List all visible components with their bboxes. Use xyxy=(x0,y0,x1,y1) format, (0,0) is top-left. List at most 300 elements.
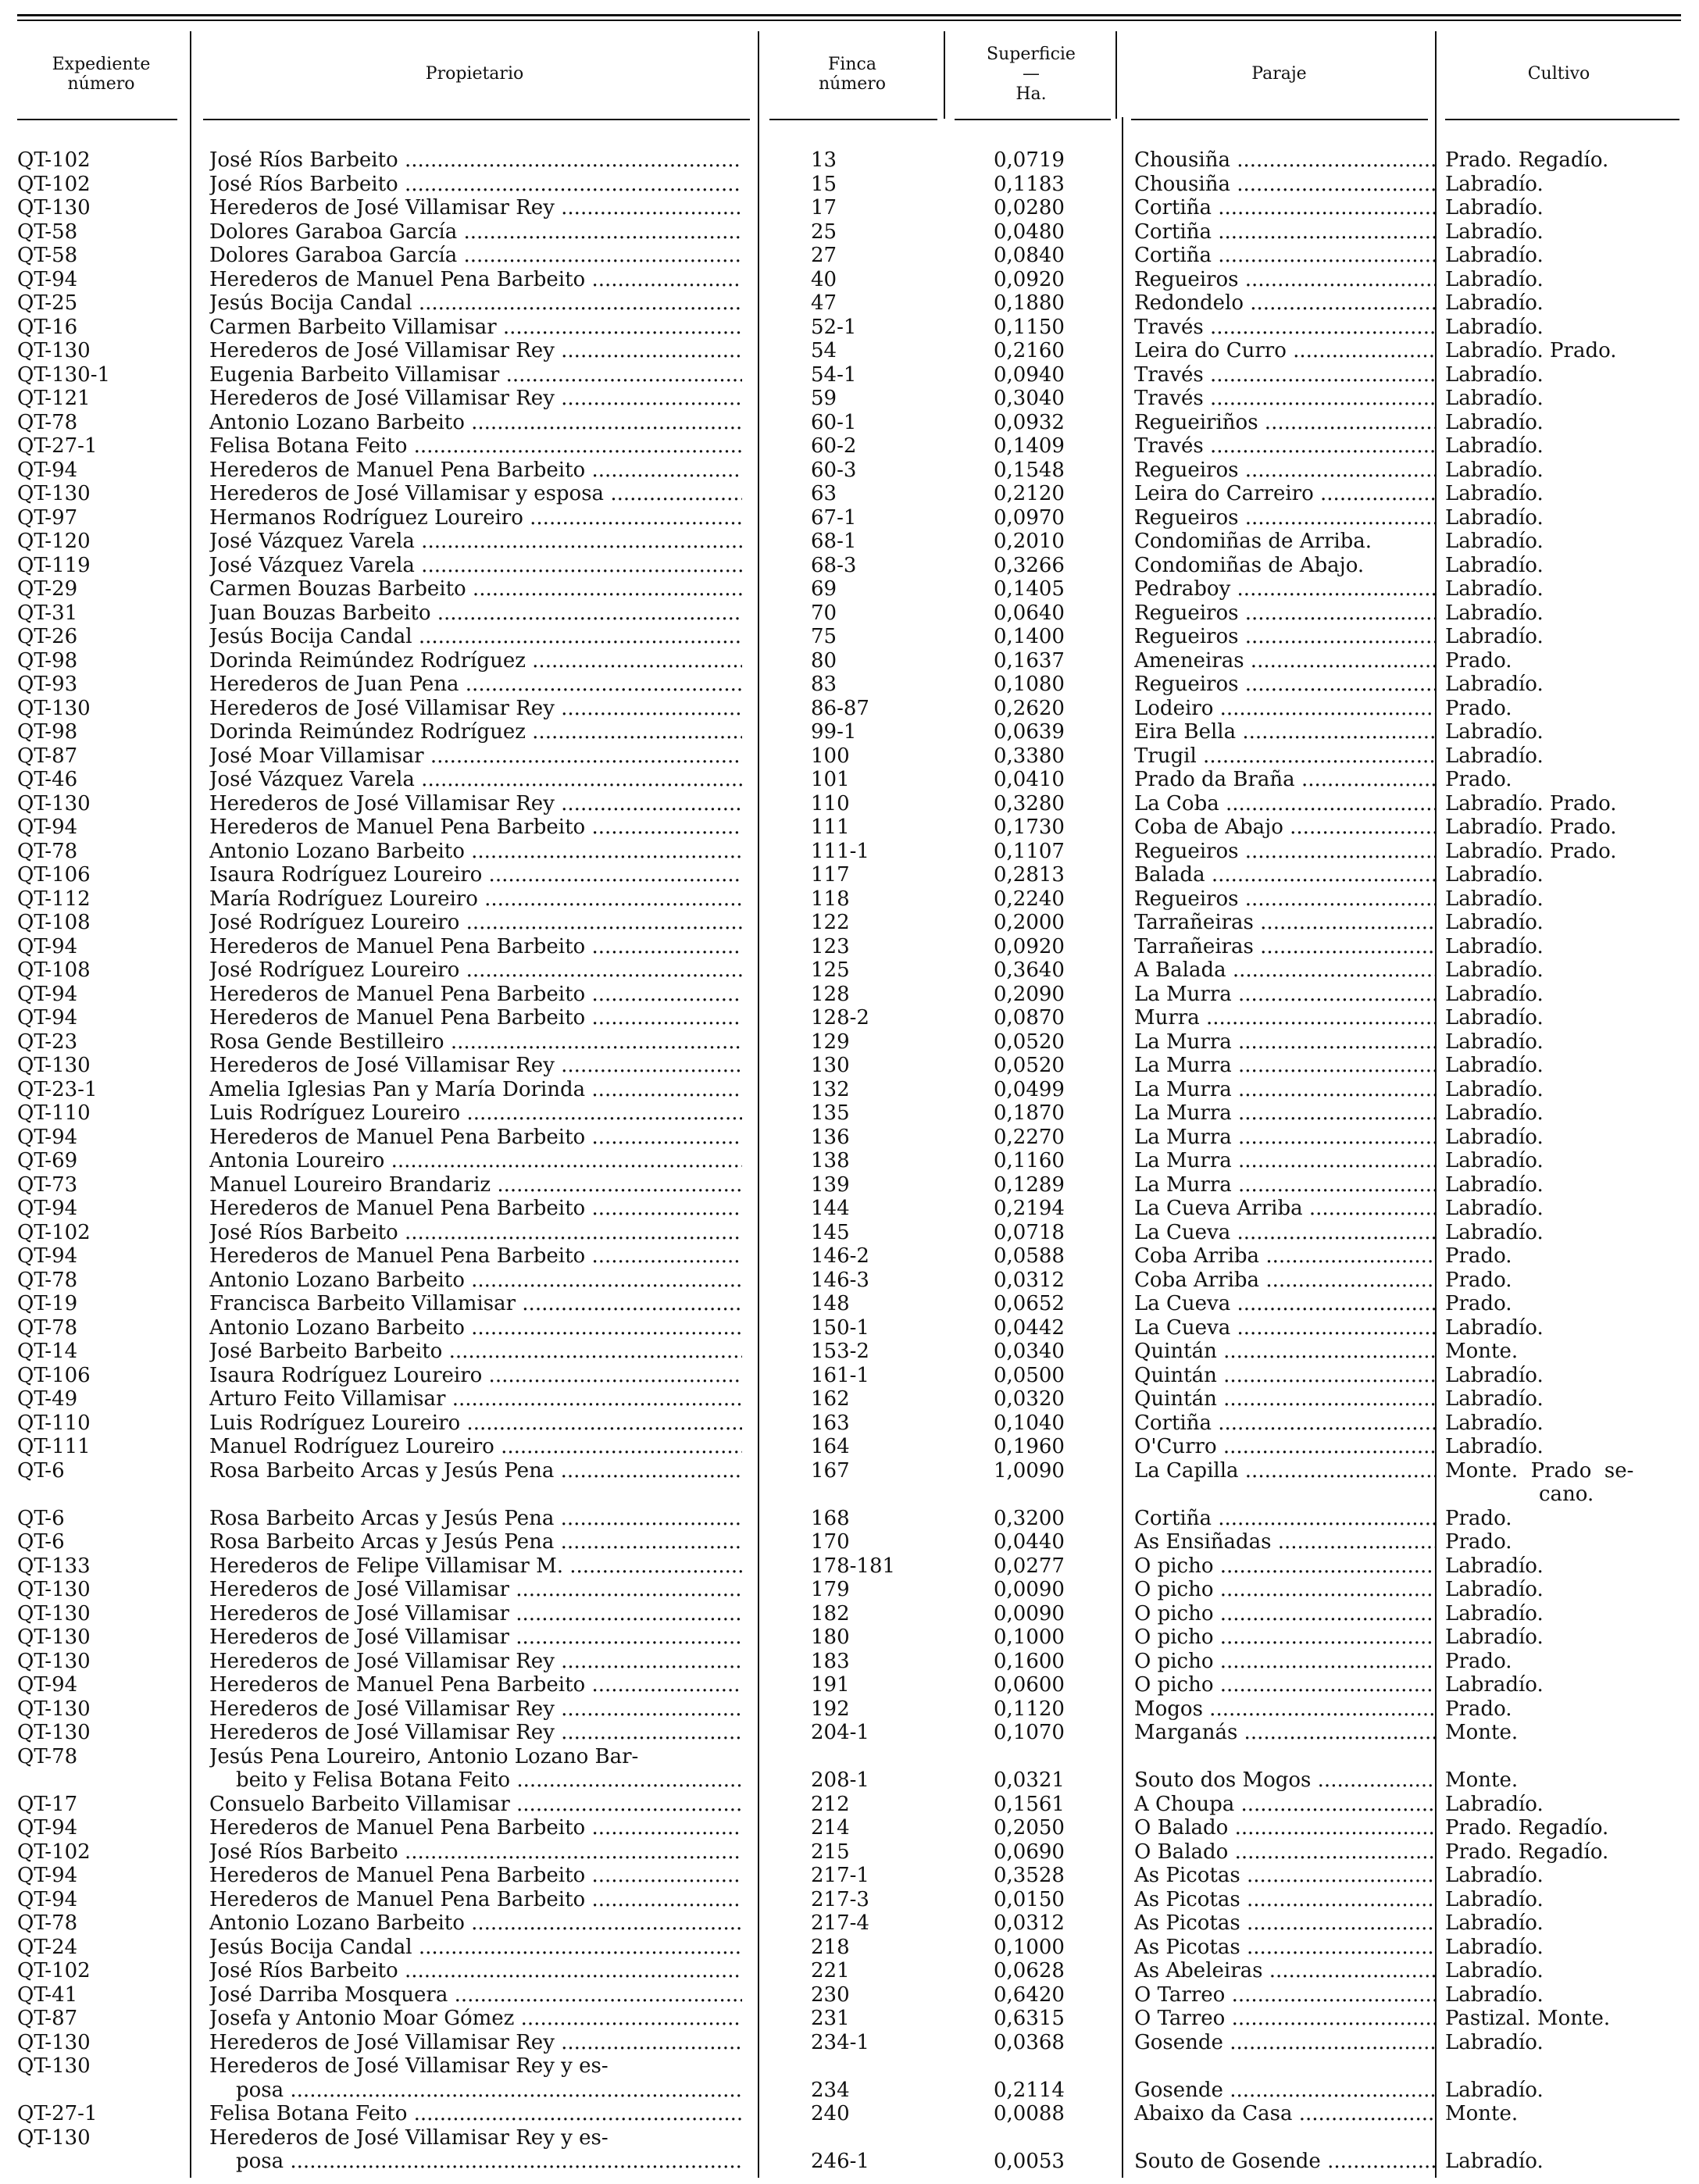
table-row xyxy=(0,530,1699,554)
cultivo-cell xyxy=(1445,625,1679,649)
cultivo-line: Prado. xyxy=(1445,648,1512,673)
expediente-cell: QT-102 xyxy=(17,172,91,196)
propietario-cell xyxy=(209,1697,742,1722)
finca-cell: 111 xyxy=(811,815,850,839)
propietario-line: Herederos de Manuel Pena Barbeito ..... xyxy=(209,1197,742,1221)
cultivo-line: Labradío. xyxy=(1445,1554,1544,1578)
cultivo-line: Monte. xyxy=(1445,1721,1519,1744)
finca-cell: 99-1 xyxy=(811,720,857,744)
finca-cell: 192 xyxy=(811,1697,850,1721)
cultivo-line: Prado. Regadío. xyxy=(1445,148,1609,172)
superficie-cell: 0,3200 xyxy=(994,1506,1065,1530)
finca-cell: 170 xyxy=(811,1530,850,1554)
cultivo-cell xyxy=(1445,291,1679,316)
table-row xyxy=(0,815,1699,840)
superficie-cell: 0,3640 xyxy=(994,958,1065,982)
finca-cell: 231 xyxy=(811,2007,850,2030)
cultivo-line: Labradío. xyxy=(1445,219,1544,244)
propietario-cell xyxy=(209,363,742,387)
propietario-line: José Darriba Mosquera ..... xyxy=(209,1983,742,2007)
paraje-cell: La Cueva ..... xyxy=(1134,1316,1435,1340)
cultivo-cell xyxy=(1445,1435,1679,1459)
paraje-cell: Murra ..... xyxy=(1134,1006,1435,1030)
paraje-cell: Regueiros ..... xyxy=(1134,673,1435,697)
paraje-cell: Redondelo ..... xyxy=(1134,291,1435,316)
expediente-cell: QT-6 xyxy=(17,1530,65,1554)
superficie-cell: 0,2090 xyxy=(994,982,1065,1006)
cultivo-line: Labradío. xyxy=(1445,1435,1544,1458)
propietario-line: Herederos de José Villamisar Rey ..... xyxy=(209,1697,742,1722)
finca-cell: 69 xyxy=(811,577,837,601)
finca-cell: 182 xyxy=(811,1601,850,1626)
cultivo-cell xyxy=(1445,1411,1679,1436)
finca-cell: 217-4 xyxy=(811,1911,869,1935)
propietario-cell xyxy=(209,649,742,673)
propietario-cell xyxy=(209,1507,742,1531)
paraje-cell: Abaixo da Casa ..... xyxy=(1134,2102,1435,2126)
propietario-line: Hermanos Rodríguez Loureiro ..... xyxy=(209,506,742,530)
cultivo-line: Labradío. xyxy=(1445,387,1544,410)
expediente-cell: QT-121 xyxy=(17,387,91,410)
table-row xyxy=(0,601,1699,626)
finca-cell: 183 xyxy=(811,1649,850,1673)
propietario-line: Herederos de José Villamisar Rey y es- xyxy=(209,2054,609,2078)
superficie-cell: 0,1160 xyxy=(994,1149,1065,1172)
table-row xyxy=(0,1602,1699,1626)
propietario-cell xyxy=(209,887,742,912)
propietario-cell xyxy=(209,1602,742,1626)
table-row xyxy=(0,506,1699,530)
paraje-cell: La Murra ..... xyxy=(1134,1078,1435,1102)
propietario-cell xyxy=(209,840,742,864)
propietario-line: José Vázquez Varela ..... xyxy=(209,554,742,578)
cultivo-cell xyxy=(1445,720,1679,744)
paraje-cell: Quintán ..... xyxy=(1134,1364,1435,1388)
paraje-cell: O picho ..... xyxy=(1134,1673,1435,1697)
cultivo-line: Prado. xyxy=(1445,1292,1512,1315)
cultivo-line: Labradío. Prado. xyxy=(1445,839,1617,863)
propietario-cell xyxy=(209,1936,742,1960)
superficie-cell: 0,0410 xyxy=(994,768,1065,791)
superficie-cell: 0,0480 xyxy=(994,219,1065,244)
expediente-cell: QT-23 xyxy=(17,1030,78,1054)
propietario-cell xyxy=(209,863,742,887)
cultivo-line: Labradío. xyxy=(1445,2030,1544,2054)
expediente-cell: QT-130 xyxy=(17,1626,91,1649)
finca-cell: 129 xyxy=(811,1030,850,1054)
propietario-cell xyxy=(209,1197,742,1221)
finca-cell: 167 xyxy=(811,1458,850,1483)
finca-cell: 40 xyxy=(811,267,837,291)
cultivo-cell xyxy=(1445,1864,1679,1888)
superficie-cell: 1,0090 xyxy=(994,1458,1065,1483)
paraje-cell: Gosende ..... xyxy=(1134,2031,1435,2055)
cultivo-cell xyxy=(1445,1721,1679,1745)
cultivo-cell xyxy=(1445,815,1679,840)
paraje-cell: Través ..... xyxy=(1134,434,1435,459)
expediente-cell: QT-97 xyxy=(17,505,78,530)
finca-cell: 208-1 xyxy=(811,1768,869,1792)
finca-cell: 164 xyxy=(811,1435,850,1458)
finca-cell: 234 xyxy=(811,2078,850,2102)
table-row xyxy=(0,935,1699,959)
finca-cell: 47 xyxy=(811,291,837,315)
paraje-cell: La Murra ..... xyxy=(1134,1173,1435,1197)
finca-cell: 117 xyxy=(811,863,850,887)
cultivo-line: Prado. xyxy=(1445,1530,1512,1554)
propietario-cell xyxy=(209,1721,742,1745)
propietario-cell xyxy=(209,1650,742,1674)
cultivo-cell xyxy=(1445,935,1679,959)
cultivo-line: Labradío. xyxy=(1445,1959,1544,1982)
propietario-line: Herederos de Felipe Villamisar M. ..... xyxy=(209,1554,742,1579)
propietario-cell xyxy=(209,268,742,292)
paraje-cell: Través ..... xyxy=(1134,363,1435,387)
cultivo-line: Labradío. xyxy=(1445,863,1544,887)
cultivo-line: Prado. xyxy=(1445,1244,1512,1268)
propietario-line: Felisa Botana Feito ..... xyxy=(209,2102,742,2126)
finca-cell: 125 xyxy=(811,958,850,982)
cultivo-cell xyxy=(1445,1507,1679,1531)
cultivo-line: Prado. xyxy=(1445,1268,1512,1292)
finca-cell: 70 xyxy=(811,601,837,625)
table-row xyxy=(0,577,1699,601)
finca-cell: 163 xyxy=(811,1411,850,1435)
cultivo-line: Labradío. xyxy=(1445,1030,1544,1054)
table-row xyxy=(0,1364,1699,1388)
propietario-cell xyxy=(209,220,742,244)
cultivo-line: Labradío. xyxy=(1445,887,1544,911)
superficie-cell: 0,1040 xyxy=(994,1411,1065,1435)
propietario-line: Consuelo Barbeito Villamisar ..... xyxy=(209,1793,742,1817)
table-row xyxy=(0,1411,1699,1436)
expediente-cell: QT-94 xyxy=(17,1125,78,1149)
paraje-cell: Cortiña ..... xyxy=(1134,196,1435,220)
finca-cell: 139 xyxy=(811,1172,850,1197)
superficie-cell: 0,1000 xyxy=(994,1626,1065,1649)
expediente-cell: QT-6 xyxy=(17,1506,65,1530)
table-row xyxy=(0,1269,1699,1293)
cultivo-cell xyxy=(1445,1197,1679,1221)
propietario-line: Herederos de José Villamisar Rey ..... xyxy=(209,697,742,721)
cultivo-line: Labradío. xyxy=(1445,2150,1544,2173)
table-row xyxy=(0,1316,1699,1340)
cultivo-cell xyxy=(1445,1602,1679,1626)
cultivo-line: Labradío. xyxy=(1445,720,1544,744)
propietario-cell xyxy=(209,1269,742,1293)
paraje-cell: O Tarreo ..... xyxy=(1134,1983,1435,2007)
cultivo-cell xyxy=(1445,1530,1679,1554)
propietario-cell xyxy=(209,482,742,506)
paraje-cell: Regueiros ..... xyxy=(1134,268,1435,292)
table-row xyxy=(0,1911,1699,1936)
expediente-cell: QT-110 xyxy=(17,1411,91,1435)
expediente-cell: QT-94 xyxy=(17,934,78,958)
header-cultivo: Cultivo xyxy=(1527,64,1590,84)
propietario-line: Herederos de Manuel Pena Barbeito ..... xyxy=(209,1888,742,1912)
table-row xyxy=(0,1578,1699,1602)
cultivo-line: Labradío. xyxy=(1445,553,1544,577)
propietario-line: Rosa Barbeito Arcas y Jesús Pena ..... xyxy=(209,1530,742,1554)
expediente-cell: QT-102 xyxy=(17,1220,91,1244)
propietario-cell xyxy=(209,1959,742,1983)
cultivo-cell xyxy=(1445,768,1679,792)
cultivo-line: Labradío. xyxy=(1445,267,1544,291)
superficie-cell: 0,3266 xyxy=(994,553,1065,577)
superficie-cell: 0,0368 xyxy=(994,2030,1065,2054)
superficie-cell: 0,2240 xyxy=(994,887,1065,911)
table-row xyxy=(0,1507,1699,1531)
expediente-cell: QT-46 xyxy=(17,768,78,791)
cultivo-cell xyxy=(1445,1888,1679,1912)
cultivo-line: Prado. xyxy=(1445,1697,1512,1721)
expediente-cell: QT-25 xyxy=(17,291,78,315)
cultivo-line: Labradío. xyxy=(1445,1601,1544,1626)
propietario-line: Herederos de Manuel Pena Barbeito ..... xyxy=(209,1816,742,1840)
cultivo-line: Prado. Regadío. xyxy=(1445,1840,1609,1864)
expediente-cell: QT-19 xyxy=(17,1292,78,1315)
propietario-line: José Vázquez Varela ..... xyxy=(209,530,742,554)
paraje-cell: O picho ..... xyxy=(1134,1554,1435,1579)
cultivo-cell xyxy=(1445,744,1679,769)
finca-cell: 161-1 xyxy=(811,1363,869,1387)
propietario-line: Herederos de Manuel Pena Barbeito ..... xyxy=(209,815,742,840)
superficie-cell: 0,1548 xyxy=(994,458,1065,482)
table-row xyxy=(0,1626,1699,1650)
finca-cell: 75 xyxy=(811,625,837,648)
cultivo-line: Labradío. xyxy=(1445,1220,1544,1244)
cultivo-cell xyxy=(1445,1221,1679,1245)
cultivo-line: Labradío. xyxy=(1445,1626,1544,1649)
propietario-cell xyxy=(209,720,742,744)
propietario-line: Dorinda Reimúndez Rodríguez ..... xyxy=(209,649,742,673)
superficie-cell: 0,1880 xyxy=(994,291,1065,315)
propietario-line: María Rodríguez Loureiro ..... xyxy=(209,887,742,912)
paraje-cell: Tarrañeiras ..... xyxy=(1134,935,1435,959)
propietario-line: Rosa Barbeito Arcas y Jesús Pena ..... xyxy=(209,1459,742,1483)
propietario-line: Antonio Lozano Barbeito ..... xyxy=(209,1316,742,1340)
expediente-cell: QT-14 xyxy=(17,1340,78,1363)
propietario-line: Jesús Pena Loureiro, Antonio Lozano Bar- xyxy=(209,1744,639,1768)
table-row xyxy=(0,1054,1699,1078)
expediente-cell: QT-94 xyxy=(17,1673,78,1697)
expediente-cell: QT-102 xyxy=(17,1840,91,1864)
superficie-cell: 0,1637 xyxy=(994,648,1065,673)
table-row xyxy=(0,792,1699,816)
paraje-cell: Cortiña ..... xyxy=(1134,220,1435,244)
propietario-cell xyxy=(209,744,742,769)
propietario-cell xyxy=(209,1149,742,1173)
expediente-cell: QT-78 xyxy=(17,1315,78,1340)
cultivo-cell xyxy=(1445,911,1679,935)
header-superficie: Superficie — Ha. xyxy=(987,45,1076,104)
cultivo-cell xyxy=(1445,1816,1679,1840)
paraje-cell: Tarrañeiras ..... xyxy=(1134,911,1435,935)
table-row xyxy=(0,554,1699,578)
finca-cell: 60-3 xyxy=(811,458,857,482)
cultivo-line: Labradío. xyxy=(1445,1125,1544,1149)
table-row xyxy=(0,1745,1699,1793)
table-row xyxy=(0,411,1699,435)
table-row xyxy=(0,363,1699,387)
table-row xyxy=(0,1078,1699,1102)
paraje-cell: La Cueva Arriba ..... xyxy=(1134,1197,1435,1221)
table-row xyxy=(0,482,1699,506)
superficie-cell: 0,2194 xyxy=(994,1197,1065,1220)
propietario-line: Herederos de José Villamisar Rey ..... xyxy=(209,387,742,411)
finca-cell: 100 xyxy=(811,744,850,768)
cultivo-line: Labradío. xyxy=(1445,1101,1544,1125)
finca-cell: 118 xyxy=(811,887,850,911)
superficie-cell: 0,0320 xyxy=(994,1387,1065,1411)
cultivo-line: Labradío. Prado. xyxy=(1445,815,1617,839)
table-row xyxy=(0,840,1699,864)
propietario-cell xyxy=(209,1793,742,1817)
table-row xyxy=(0,1030,1699,1055)
cultivo-cell xyxy=(1445,1126,1679,1150)
cultivo-cell xyxy=(1445,482,1679,506)
finca-cell: 15 xyxy=(811,172,837,196)
finca-cell: 217-1 xyxy=(811,1864,869,1887)
propietario-line: Herederos de Manuel Pena Barbeito ..... xyxy=(209,459,742,483)
table-row xyxy=(0,744,1699,769)
expediente-cell: QT-49 xyxy=(17,1387,78,1411)
table-row xyxy=(0,1435,1699,1459)
superficie-cell: 0,1000 xyxy=(994,1935,1065,1959)
table-row xyxy=(0,1126,1699,1150)
superficie-cell: 0,2813 xyxy=(994,863,1065,887)
paraje-cell: Lodeiro ..... xyxy=(1134,697,1435,721)
cultivo-cell xyxy=(1445,887,1679,912)
cultivo-line: Labradío. xyxy=(1445,196,1544,219)
finca-cell: 83 xyxy=(811,673,837,696)
propietario-cell xyxy=(209,577,742,601)
propietario-line: Herederos de Juan Pena ..... xyxy=(209,673,742,697)
propietario-line: Herederos de Manuel Pena Barbeito ..... xyxy=(209,1864,742,1888)
propietario-line: Herederos de José Villamisar ..... xyxy=(209,1578,742,1602)
cultivo-line: Labradío. xyxy=(1445,1982,1544,2007)
expediente-cell: QT-94 xyxy=(17,267,78,291)
cultivo-cell xyxy=(1445,459,1679,483)
expediente-cell: QT-94 xyxy=(17,815,78,839)
finca-cell: 221 xyxy=(811,1959,850,1982)
paraje-cell: O Balado ..... xyxy=(1134,1840,1435,1865)
table-row xyxy=(0,1673,1699,1697)
superficie-cell: 0,0520 xyxy=(994,1030,1065,1054)
expediente-cell: QT-78 xyxy=(17,1911,78,1935)
cultivo-cell xyxy=(1445,1768,1679,1793)
finca-cell: 234-1 xyxy=(811,2030,869,2054)
finca-cell: 54 xyxy=(811,339,837,362)
propietario-line: Jesús Bocija Candal ..... xyxy=(209,625,742,649)
propietario-cell xyxy=(209,2102,742,2126)
propietario-line: Antonio Lozano Barbeito ..... xyxy=(209,840,742,864)
finca-cell: 60-1 xyxy=(811,410,857,434)
propietario-line: José Ríos Barbeito ..... xyxy=(209,1221,742,1245)
propietario-cell xyxy=(209,1126,742,1150)
propietario-line: Dolores Garaboa García ..... xyxy=(209,220,742,244)
cultivo-line: Labradío. xyxy=(1445,1887,1544,1911)
finca-cell: 145 xyxy=(811,1220,850,1244)
finca-cell: 138 xyxy=(811,1149,850,1172)
cultivo-cell xyxy=(1445,411,1679,435)
cultivo-line: Labradío. xyxy=(1445,291,1544,315)
propietario-cell xyxy=(209,1745,742,1793)
propietario-cell xyxy=(209,1006,742,1030)
paraje-cell: La Murra ..... xyxy=(1134,1101,1435,1126)
paraje-cell: Regueiros ..... xyxy=(1134,601,1435,626)
paraje-cell: Condomiñas de Arriba. xyxy=(1134,530,1372,553)
expediente-cell: QT-94 xyxy=(17,982,78,1006)
expediente-cell: QT-102 xyxy=(17,148,91,172)
propietario-cell xyxy=(209,1459,742,1483)
expediente-cell: QT-130 xyxy=(17,339,91,362)
table-row xyxy=(0,1459,1699,1507)
cultivo-cell xyxy=(1445,220,1679,244)
cultivo-cell xyxy=(1445,1983,1679,2007)
superficie-cell: 0,0150 xyxy=(994,1887,1065,1911)
finca-cell: 17 xyxy=(811,196,837,219)
propietario-line: Antonia Loureiro ..... xyxy=(209,1149,742,1173)
superficie-cell: 0,1120 xyxy=(994,1697,1065,1721)
superficie-cell: 0,1870 xyxy=(994,1101,1065,1125)
propietario-cell xyxy=(209,1530,742,1554)
finca-cell: 68-1 xyxy=(811,530,857,553)
table-row xyxy=(0,1697,1699,1722)
header-underline xyxy=(769,119,937,120)
paraje-cell: O'Curro ..... xyxy=(1134,1435,1435,1459)
table-row xyxy=(0,173,1699,197)
paraje-cell: La Murra ..... xyxy=(1134,1126,1435,1150)
superficie-cell: 0,0640 xyxy=(994,601,1065,625)
expediente-cell: QT-78 xyxy=(17,1744,78,1768)
propietario-line: Herederos de Manuel Pena Barbeito ..... xyxy=(209,1673,742,1697)
superficie-cell: 0,2000 xyxy=(994,911,1065,934)
cultivo-cell xyxy=(1445,268,1679,292)
table-row xyxy=(0,649,1699,673)
cultivo-cell xyxy=(1445,1626,1679,1650)
header-underline xyxy=(955,119,1111,120)
expediente-cell: QT-130 xyxy=(17,1721,91,1744)
table-row xyxy=(0,316,1699,340)
propietario-cell xyxy=(209,768,742,792)
table-row xyxy=(0,1936,1699,1960)
superficie-cell: 0,0088 xyxy=(994,2102,1065,2125)
superficie-cell: 0,2160 xyxy=(994,339,1065,362)
table-row xyxy=(0,1387,1699,1411)
propietario-cell xyxy=(209,316,742,340)
expediente-cell: QT-130 xyxy=(17,1054,91,1077)
expediente-cell: QT-94 xyxy=(17,1887,78,1911)
expediente-cell: QT-130 xyxy=(17,1649,91,1673)
paraje-cell: Gosende ..... xyxy=(1134,2079,1435,2103)
table-row xyxy=(0,1793,1699,1817)
paraje-cell: O Balado ..... xyxy=(1134,1816,1435,1840)
expediente-cell: QT-6 xyxy=(17,1458,65,1483)
cultivo-cell xyxy=(1445,2007,1679,2031)
cultivo-line: Prado. Regadío. xyxy=(1445,1816,1609,1840)
expediente-cell: QT-130 xyxy=(17,196,91,219)
paraje-cell: As Picotas ..... xyxy=(1134,1936,1435,1960)
finca-cell: 135 xyxy=(811,1101,850,1125)
expediente-cell: QT-130 xyxy=(17,1601,91,1626)
superficie-cell: 0,1080 xyxy=(994,673,1065,696)
propietario-cell xyxy=(209,1316,742,1340)
cultivo-cell xyxy=(1445,1316,1679,1340)
finca-cell: 230 xyxy=(811,1982,850,2007)
finca-cell: 52-1 xyxy=(811,315,857,339)
table-row xyxy=(0,1173,1699,1197)
